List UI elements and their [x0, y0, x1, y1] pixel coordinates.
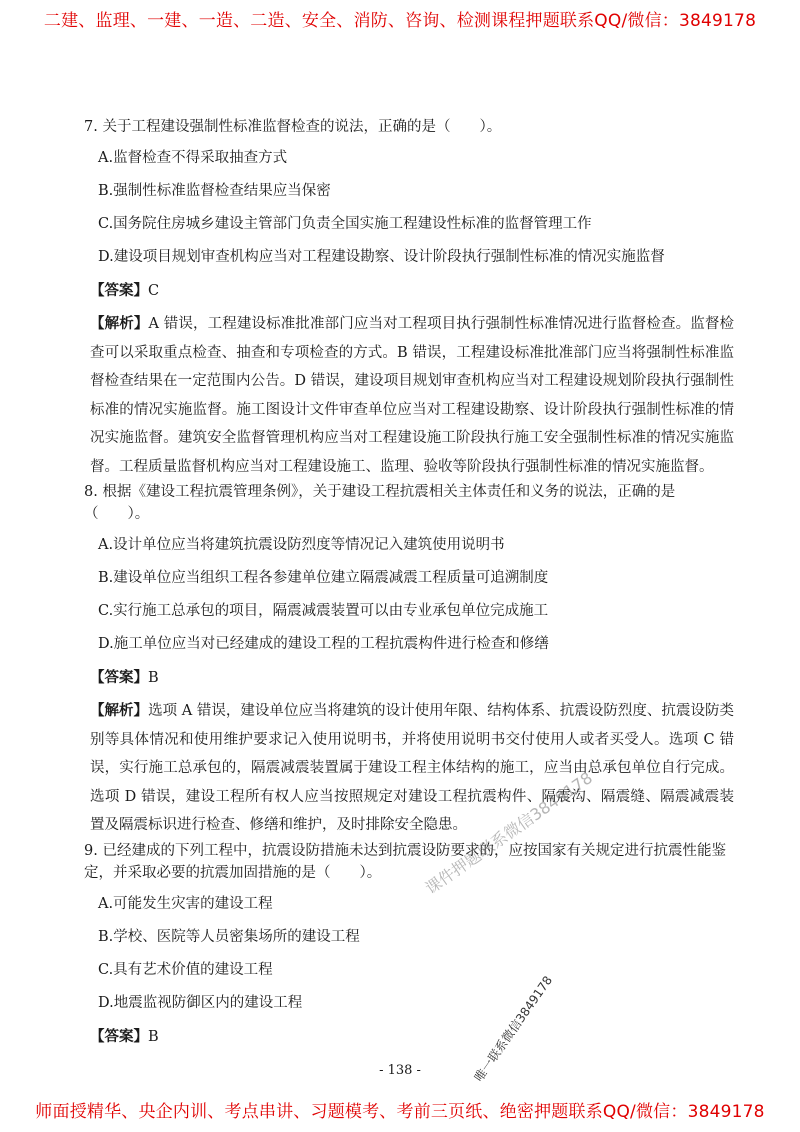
option-d: D.建设项目规划审查机构应当对工程建设勘察、设计阶段执行强制性标准的情况实施监督 [98, 249, 665, 265]
question-stem: 8. 根据《建设工程抗震管理条例》，关于建设工程抗震相关主体责任和义务的说法，正确的是（ ）。 [84, 484, 676, 522]
question-content [84, 116, 734, 1054]
corner-watermark: 唯一联系微信3849178 [471, 973, 556, 1085]
analysis-label: 【解析】 [90, 702, 149, 719]
diagonal-watermark: 课件押题联系微信3849178 [421, 768, 596, 899]
option-d: D.施工单位应当对已经建成的建设工程的工程抗震构件进行检查和修缮 [98, 636, 549, 652]
option-b: B.学校、医院等人员密集场所的建设工程 [98, 928, 360, 945]
option-a: A.监督检查不得采取抽查方式 [98, 150, 288, 166]
question-8 [84, 481, 734, 840]
answer-label: 【答案】 [90, 282, 148, 299]
answer-line [84, 1020, 734, 1054]
question-stem: 7. 关于工程建设强制性标准监督检查的说法，正确的是（ ）。 [84, 119, 502, 135]
answer-value: B [148, 1028, 159, 1045]
question-9 [84, 840, 734, 1054]
bottom-promo-banner: 师面授精华、央企内训、考点串讲、习题模考、考前三页纸、绝密押题联系QQ/微信：3849178 [35, 1102, 765, 1122]
analysis-label: 【解析】 [90, 315, 149, 332]
option-c: C.国务院住房城乡建设主管部门负责全国实施工程建设性标准的监督管理工作 [98, 216, 592, 232]
answer-line [84, 274, 734, 308]
analysis [84, 310, 734, 481]
answer-label: 【答案】 [90, 1027, 148, 1045]
answer-line [84, 661, 734, 695]
option-a: A.可能发生灾害的建设工程 [98, 895, 273, 912]
option-a: A.设计单位应当将建筑抗震设防烈度等情况记入建筑使用说明书 [98, 537, 505, 553]
option-c: C.具有艺术价值的建设工程 [98, 961, 273, 978]
analysis-text: 选项 A 错误，建设单位应当将建筑的设计使用年限、结构体系、抗震设防烈度、抗震设防类别等具体情况和使用维护要求记入使用说明书，并将使用说明书交付使用人或者买受人。选项 C 错误，实行施工总承包的，隔震减震装置属于建设工程主体结构的施工，应当由总承包单位自行完成。选项 D 错误，建设工程所有权人应当按照规定对建设工程抗震构件、隔震沟、隔震缝、隔震减震装置及隔震标识进行检查、修缮和维护，及时排除安全隐患。 [90, 703, 735, 833]
option-c: C.实行施工总承包的项目，隔震减震装置可以由专业承包单位完成施工 [98, 603, 549, 619]
question-stem: 9. 已经建成的下列工程中，抗震设防措施未达到抗震设防要求的，应按国家有关规定进行抗震性能鉴定，并采取必要的抗震加固措施的是（ ）。 [84, 842, 726, 881]
analysis [84, 697, 734, 840]
option-b: B.强制性标准监督检查结果应当保密 [98, 183, 331, 199]
analysis-text: A 错误，工程建设标准批准部门应当对工程项目执行强制性标准情况进行监督检查。监督检查可以采取重点检查、抽查和专项检查的方式。B 错误，工程建设标准批准部门应当将强制性标准监督检查结果在一定范围内公告。D 错误，建设项目规划审查机构应当对工程建设规划阶段执行强制性标准的情况实施监督。施工图设计文件审查单位应当对工程建设勘察、设计阶段执行强制性标准的情况实施监督。建筑安全监督管理机构应当对工程建设施工阶段执行施工安全强制性标准的情况实施监督。工程质量监督机构应当对工程建设施工、监理、验收等阶段执行强制性标准的情况实施监督。 [90, 316, 735, 475]
answer-value: B [148, 670, 159, 686]
option-b: B.建设单位应当组织工程各参建单位建立隔震减震工程质量可追溯制度 [98, 570, 549, 586]
answer-label: 【答案】 [90, 669, 148, 686]
answer-value: C [148, 283, 160, 299]
top-promo-banner: 二建、监理、一建、一造、二造、安全、消防、咨询、检测课程押题联系QQ/微信：3849178 [43, 11, 757, 31]
option-d: D.地震监视防御区内的建设工程 [98, 994, 303, 1011]
page-number: - 138 - [379, 1063, 421, 1078]
question-7 [84, 116, 734, 481]
